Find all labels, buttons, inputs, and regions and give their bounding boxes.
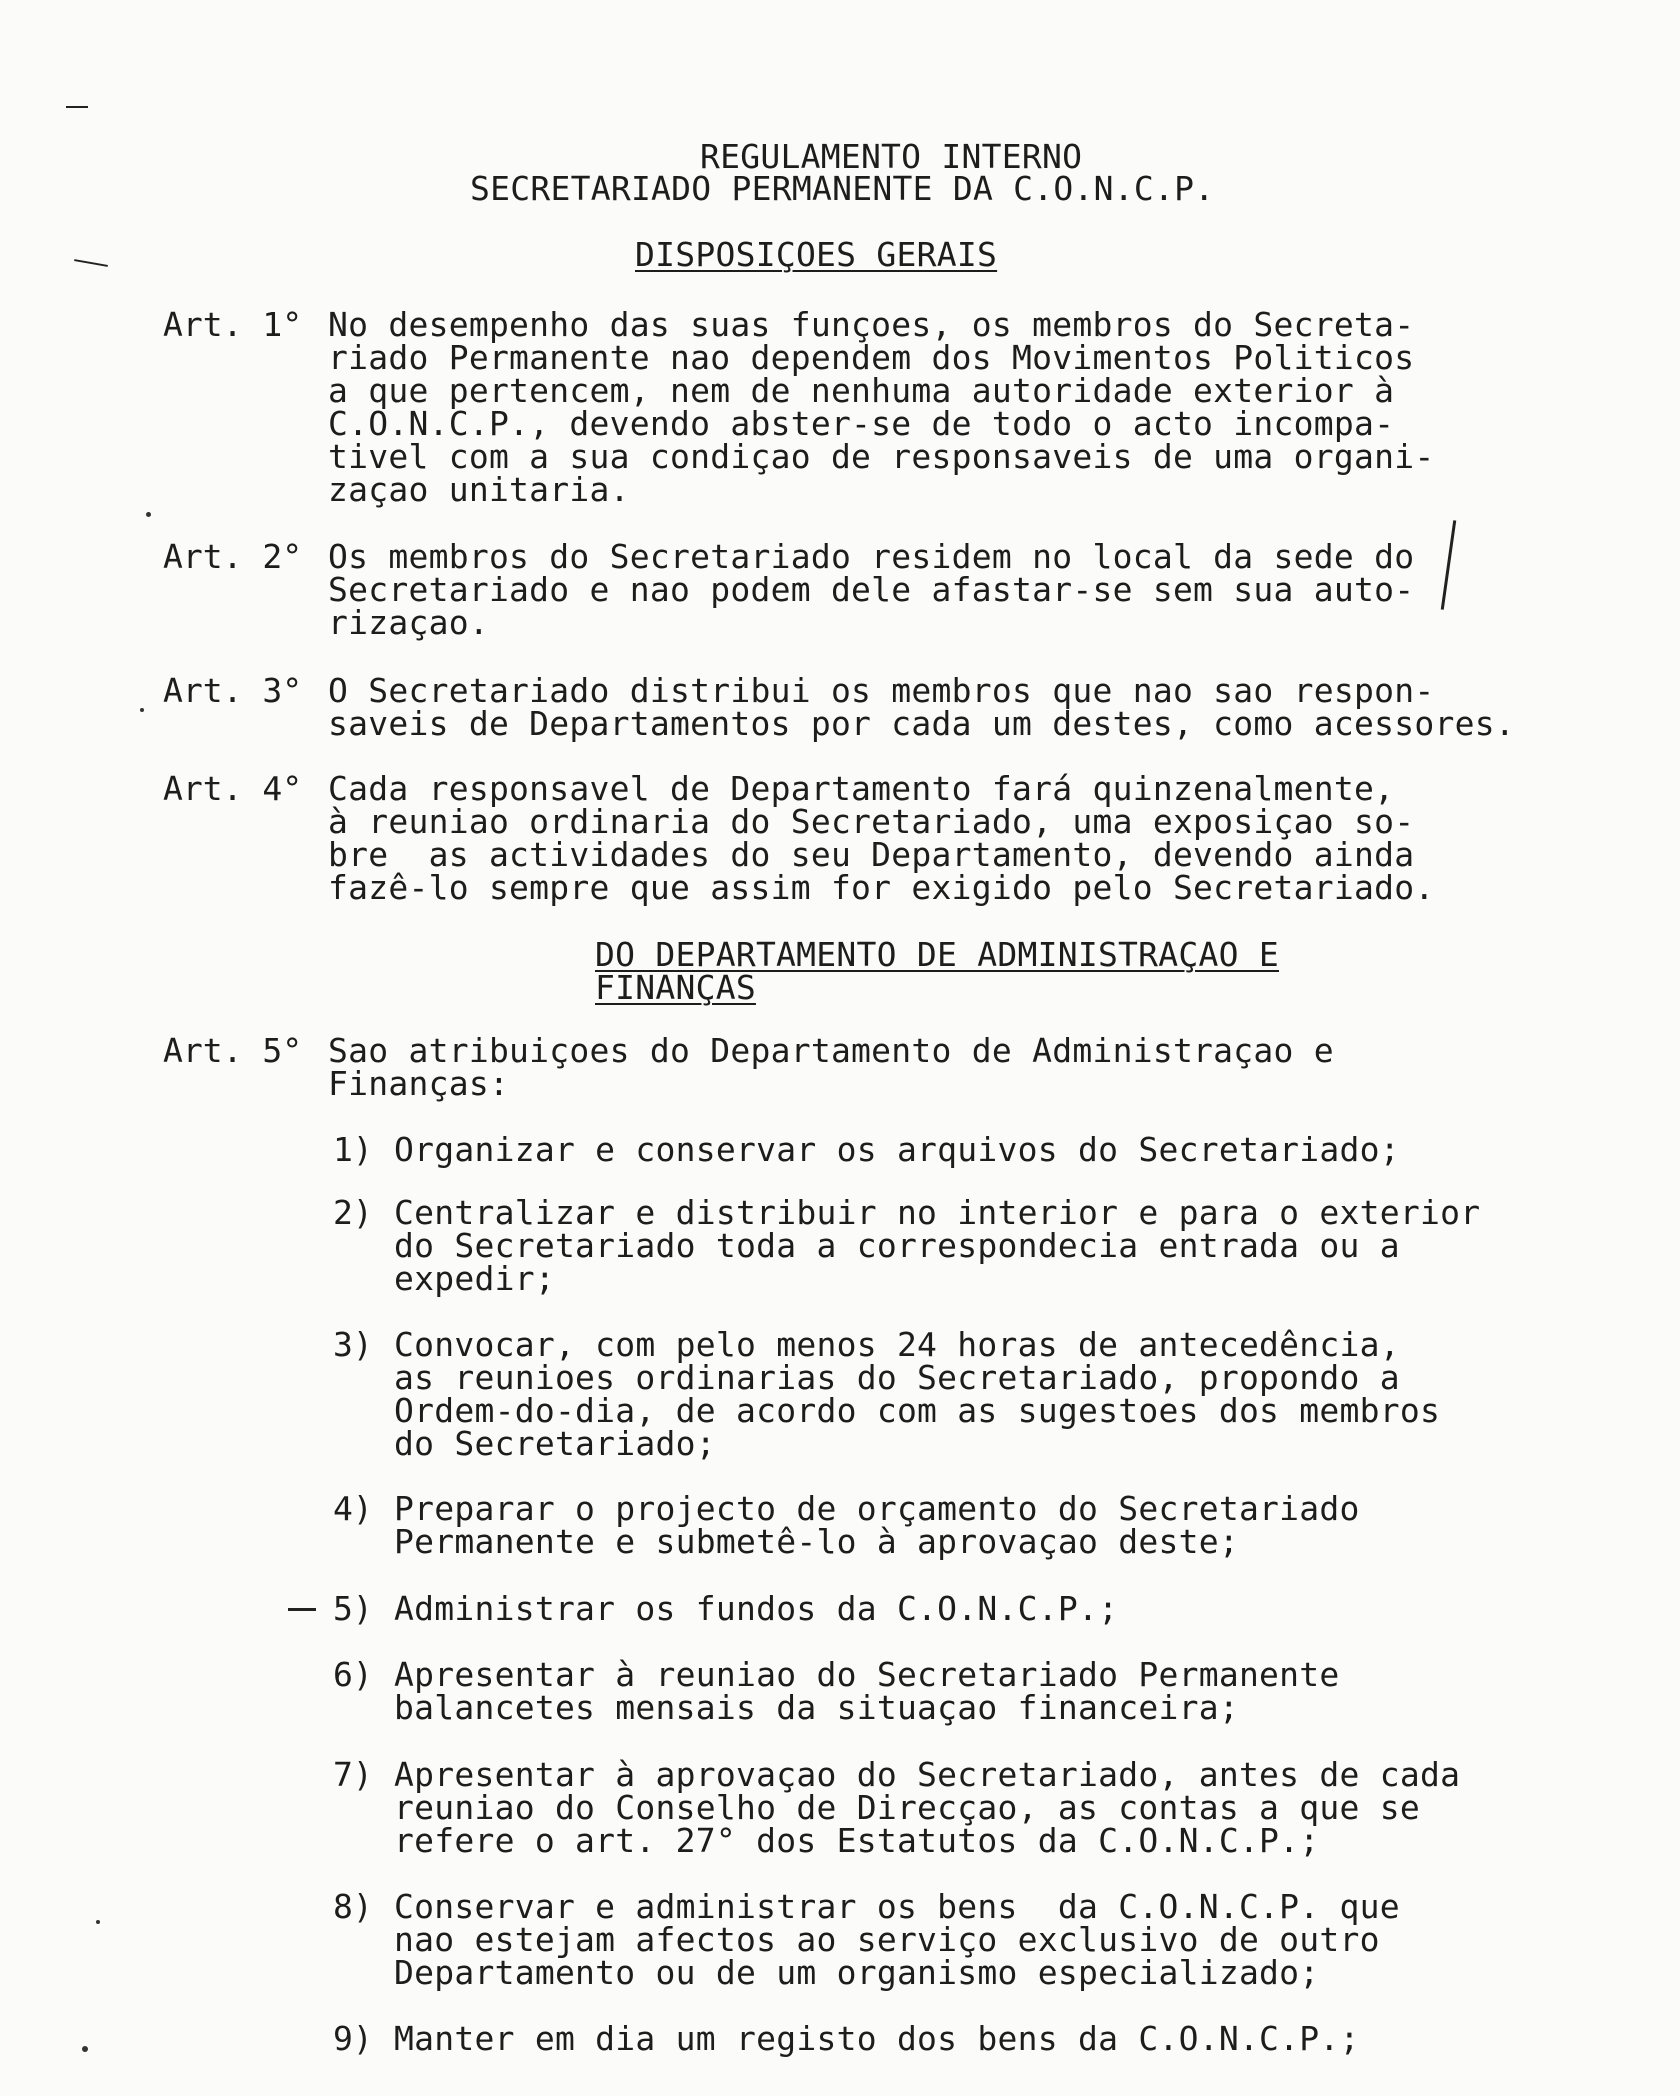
item-line: balancetes mensais da situaçao financeira; xyxy=(394,1688,1239,1727)
item-line: Organizar e conservar os arquivos do Secretariado; xyxy=(394,1130,1400,1169)
item-line: refere o art. 27° dos Estatutos da C.O.N.C.P.; xyxy=(394,1821,1320,1860)
article-line: Os membros do Secretariado residem no local da sede do xyxy=(328,537,1415,576)
document-subtitle: SECRETARIADO PERMANENTE DA C.O.N.C.P. xyxy=(470,169,1215,208)
margin-dash-mark xyxy=(288,1608,316,1611)
scan-speck xyxy=(140,708,144,712)
item-line: Ordem-do-dia, de acordo com as sugestoes dos membros xyxy=(394,1391,1441,1430)
item-line: do Secretariado; xyxy=(394,1424,716,1463)
item-number: 3) xyxy=(333,1325,373,1364)
item-line: Administrar os fundos da C.O.N.C.P.; xyxy=(394,1589,1119,1628)
item-line: Centralizar e distribuir no interior e para o exterior xyxy=(394,1193,1481,1232)
article-line: rizaçao. xyxy=(328,603,489,642)
scan-speck xyxy=(146,512,151,517)
item-number: 9) xyxy=(333,2019,373,2058)
article-line: Secretariado e nao podem dele afastar-se sem sua auto- xyxy=(328,570,1415,609)
item-line: reuniao do Conselho de Direcçao, as contas a que se xyxy=(394,1788,1421,1827)
article-line: Cada responsavel de Departamento fará quinzenalmente, xyxy=(328,769,1395,808)
scan-streak xyxy=(74,259,108,267)
article-label: Art. 5° xyxy=(163,1031,303,1070)
article-line: zaçao unitaria. xyxy=(328,470,630,509)
item-number: 6) xyxy=(333,1655,373,1694)
article-line: Sao atribuiçoes do Departamento de Administraçao e xyxy=(328,1031,1334,1070)
article-label: Art. 2° xyxy=(163,537,303,576)
section-heading-administration-cont: FINANÇAS xyxy=(595,968,756,1007)
item-line: expedir; xyxy=(394,1259,555,1298)
scan-streak xyxy=(66,106,88,108)
article-line: saveis de Departamentos por cada um destes, como acessores. xyxy=(328,704,1515,743)
item-line: Conservar e administrar os bens da C.O.N.C.P. que xyxy=(394,1887,1400,1926)
item-line: Apresentar à reuniao do Secretariado Permanente xyxy=(394,1655,1340,1694)
item-line: Permanente e submetê-lo à aprovaçao deste; xyxy=(394,1522,1239,1561)
item-number: 8) xyxy=(333,1887,373,1926)
scan-speck xyxy=(82,2046,88,2052)
item-line: Manter em dia um registo dos bens da C.O.N.C.P.; xyxy=(394,2019,1360,2058)
section-heading-general: DISPOSIÇOES GERAIS xyxy=(635,235,998,274)
article-line: C.O.N.C.P., devendo abster-se de todo o acto incompa- xyxy=(328,404,1395,443)
item-line: as reunioes ordinarias do Secretariado, propondo a xyxy=(394,1358,1400,1397)
document-title: REGULAMENTO INTERNO xyxy=(700,137,1083,176)
margin-bracket-mark xyxy=(1441,520,1456,610)
scan-speck xyxy=(96,1920,100,1924)
article-line: tivel com a sua condiçao de responsaveis de uma organi- xyxy=(328,437,1435,476)
article-line: O Secretariado distribui os membros que nao sao respon- xyxy=(328,671,1435,710)
item-line: do Secretariado toda a correspondecia entrada ou a xyxy=(394,1226,1400,1265)
article-line: riado Permanente nao dependem dos Movimentos Politicos xyxy=(328,338,1415,377)
item-line: Convocar, com pelo menos 24 horas de antecedência, xyxy=(394,1325,1400,1364)
section-heading-administration: DO DEPARTAMENTO DE ADMINISTRAÇAO E xyxy=(595,935,1280,974)
item-number: 4) xyxy=(333,1489,373,1528)
article-label: Art. 1° xyxy=(163,305,303,344)
item-number: 7) xyxy=(333,1755,373,1794)
article-line: à reuniao ordinaria do Secretariado, uma exposiçao so- xyxy=(328,802,1415,841)
item-line: Preparar o projecto de orçamento do Secretariado xyxy=(394,1489,1360,1528)
article-label: Art. 4° xyxy=(163,769,303,808)
article-line: bre as actividades do seu Departamento, devendo ainda xyxy=(328,835,1415,874)
item-line: Departamento ou de um organismo especializado; xyxy=(394,1953,1320,1992)
article-line: No desempenho das suas funçoes, os membros do Secreta- xyxy=(328,305,1415,344)
item-number: 1) xyxy=(333,1130,373,1169)
article-line: Finanças: xyxy=(328,1064,510,1103)
article-line: a que pertencem, nem de nenhuma autoridade exterior à xyxy=(328,371,1395,410)
article-label: Art. 3° xyxy=(163,671,303,710)
item-line: nao estejam afectos ao serviço exclusivo de outro xyxy=(394,1920,1380,1959)
article-line: fazê-lo sempre que assim for exigido pelo Secretariado. xyxy=(328,868,1435,907)
item-number: 5) xyxy=(333,1589,373,1628)
item-number: 2) xyxy=(333,1193,373,1232)
item-line: Apresentar à aprovaçao do Secretariado, antes de cada xyxy=(394,1755,1461,1794)
